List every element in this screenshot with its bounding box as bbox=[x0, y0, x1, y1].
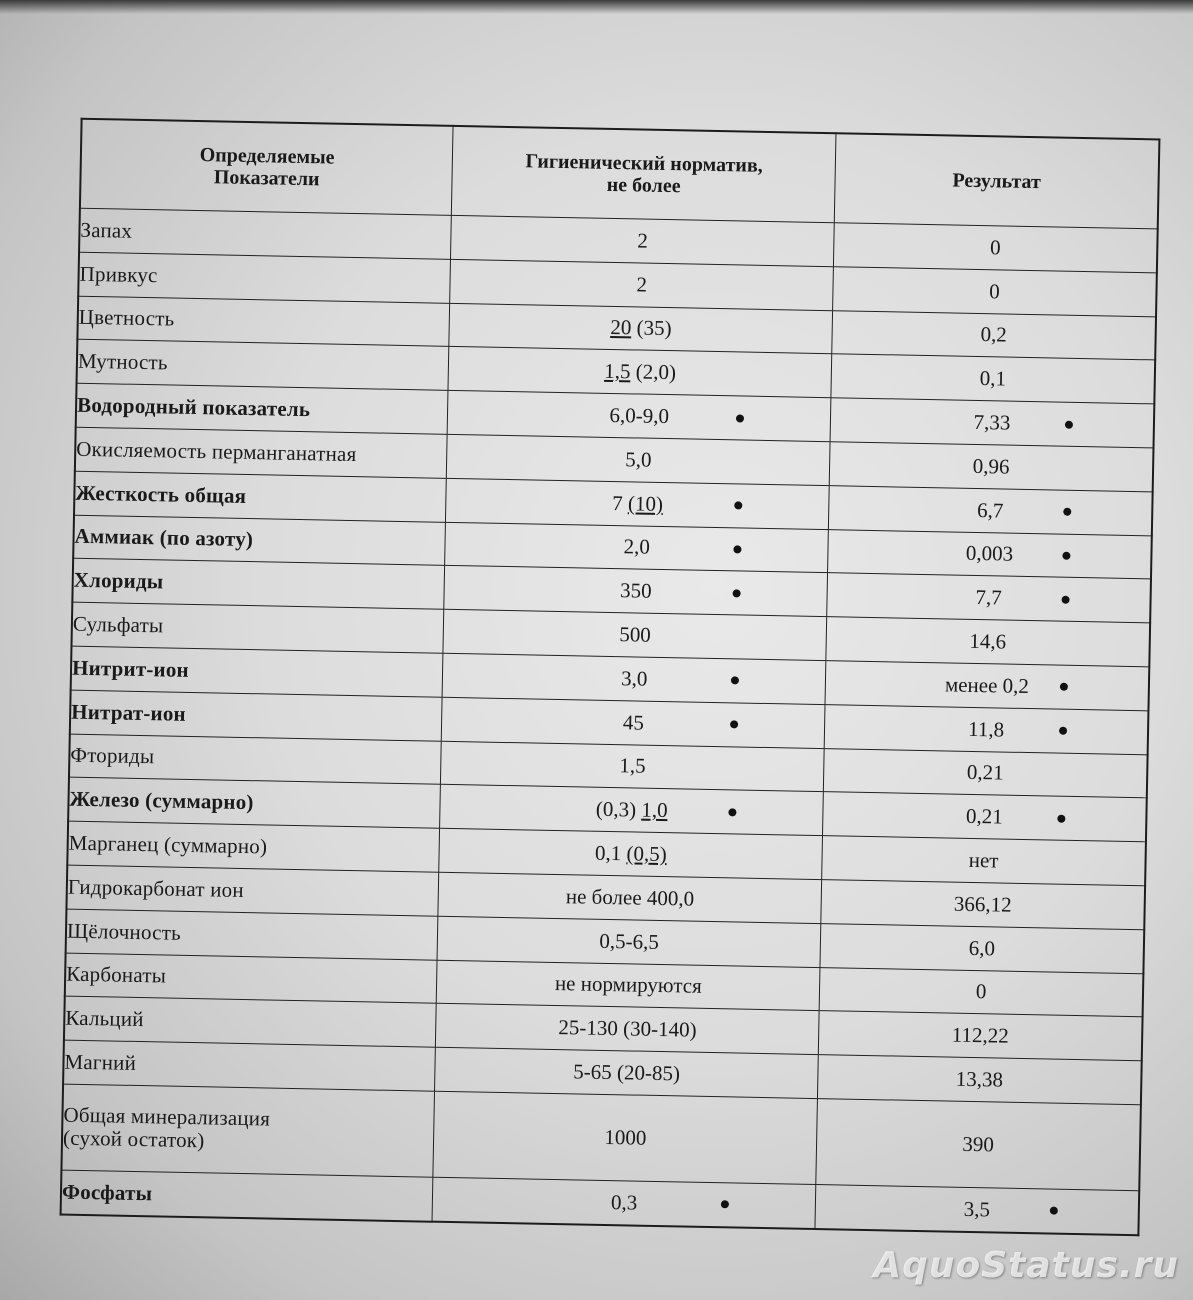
result-cell bbox=[831, 354, 1155, 404]
param-cell bbox=[77, 296, 450, 347]
result-value: 14,6 bbox=[969, 628, 1007, 654]
result-cell bbox=[834, 223, 1158, 273]
header-norm: Гигиенический норматив, не более bbox=[452, 126, 836, 223]
norm-cell bbox=[435, 1047, 818, 1098]
result-cell bbox=[818, 1055, 1142, 1105]
result-value: 7,7 bbox=[975, 585, 1002, 610]
handwritten-dot-mark bbox=[1061, 595, 1069, 603]
norm-cell bbox=[442, 653, 825, 704]
norm-value: не более 400,0 bbox=[565, 883, 695, 911]
norm-value: 2,0 bbox=[623, 534, 651, 560]
result-value: нет bbox=[968, 847, 999, 873]
param-label: Кальций bbox=[65, 1005, 144, 1032]
norm-value: не нормируются bbox=[554, 971, 702, 999]
result-cell bbox=[828, 485, 1152, 535]
result-cell bbox=[821, 880, 1145, 930]
param-label: Хлориды bbox=[73, 567, 164, 594]
handwritten-dot-mark bbox=[733, 589, 741, 597]
result-value: 11,8 bbox=[967, 716, 1005, 742]
result-value: 112,22 bbox=[951, 1022, 1009, 1048]
result-cell bbox=[815, 1184, 1139, 1235]
param-label: Карбонаты bbox=[65, 962, 167, 988]
param-label: Нитрат-ион bbox=[71, 699, 187, 726]
norm-value-underlined: (0,5) bbox=[626, 841, 667, 867]
param-label: Жесткость общая bbox=[75, 480, 247, 508]
result-cell bbox=[818, 1011, 1142, 1061]
result-value: 0,21 bbox=[965, 804, 1004, 829]
result-value: 0,003 bbox=[965, 541, 1014, 567]
result-value: 366,12 bbox=[953, 891, 1012, 917]
param-label: Фосфаты bbox=[61, 1179, 153, 1206]
norm-value: (35) bbox=[631, 315, 672, 341]
document-sheet bbox=[60, 118, 1161, 1237]
param-label: Фториды bbox=[70, 743, 155, 769]
param-label: Мутность bbox=[77, 348, 168, 375]
norm-cell bbox=[444, 566, 827, 617]
norm-value: 45 bbox=[622, 709, 645, 735]
result-value: 0,96 bbox=[972, 453, 1010, 479]
norm-value-underlined: 1,5 bbox=[604, 359, 631, 384]
norm-cell bbox=[438, 872, 821, 923]
result-cell bbox=[825, 661, 1149, 711]
param-label: Сульфаты bbox=[72, 611, 164, 638]
norm-value-underlined: 1,0 bbox=[641, 797, 668, 823]
norm-cell bbox=[450, 259, 833, 310]
result-value: 6,0 bbox=[968, 935, 996, 961]
norm-value: (0,3) bbox=[595, 796, 642, 822]
handwritten-dot-mark bbox=[1063, 508, 1071, 516]
handwritten-dot-mark bbox=[1062, 552, 1070, 560]
result-cell bbox=[823, 748, 1147, 798]
handwritten-dot-mark bbox=[1059, 727, 1067, 735]
norm-cell bbox=[448, 347, 831, 398]
result-value: 6,7 bbox=[976, 497, 1004, 523]
handwritten-dot-mark bbox=[721, 1201, 729, 1209]
norm-value: 2 bbox=[636, 272, 648, 297]
param-cell bbox=[67, 821, 440, 872]
photo-top-shadow bbox=[0, 0, 1193, 14]
handwritten-dot-mark bbox=[730, 720, 738, 728]
param-cell bbox=[63, 1040, 436, 1091]
result-value: 0,21 bbox=[966, 760, 1004, 785]
param-cell bbox=[66, 909, 439, 960]
result-cell bbox=[829, 442, 1153, 492]
param-label: Цветность bbox=[78, 305, 175, 332]
norm-cell bbox=[445, 522, 828, 573]
norm-cell bbox=[451, 215, 834, 266]
param-cell bbox=[71, 602, 444, 653]
norm-cell bbox=[442, 697, 825, 748]
param-label: Гидрокарбонат ион bbox=[67, 874, 245, 902]
result-cell bbox=[833, 267, 1157, 317]
norm-cell bbox=[446, 478, 829, 529]
result-value: 13,38 bbox=[955, 1066, 1004, 1092]
param-cell bbox=[78, 252, 451, 303]
handwritten-dot-mark bbox=[733, 545, 741, 553]
result-cell bbox=[826, 617, 1150, 667]
param-label: Окисляемость перманганатная bbox=[76, 436, 357, 466]
result-cell bbox=[823, 792, 1147, 842]
norm-cell bbox=[437, 916, 820, 967]
param-cell bbox=[79, 208, 452, 259]
param-label: Запах bbox=[80, 217, 133, 243]
result-cell bbox=[830, 398, 1154, 448]
result-cell bbox=[828, 529, 1152, 579]
norm-value: 2 bbox=[637, 228, 649, 253]
param-cell bbox=[68, 777, 441, 828]
param-cell bbox=[76, 383, 449, 434]
param-cell bbox=[69, 734, 442, 785]
norm-cell bbox=[448, 391, 831, 442]
param-cell bbox=[61, 1084, 434, 1177]
water-analysis-table bbox=[60, 118, 1161, 1237]
norm-value: 6,0-9,0 bbox=[609, 402, 670, 429]
header-result: Результат bbox=[834, 133, 1159, 229]
norm-value: 1000 bbox=[604, 1124, 647, 1150]
result-cell bbox=[827, 573, 1151, 623]
result-value: менее 0,2 bbox=[944, 672, 1030, 698]
result-cell bbox=[819, 967, 1143, 1017]
norm-value: 3,0 bbox=[620, 666, 648, 691]
param-cell bbox=[66, 865, 439, 916]
param-cell bbox=[64, 996, 437, 1047]
result-value: 390 bbox=[962, 1131, 995, 1157]
param-label: Водородный показатель bbox=[76, 392, 311, 422]
norm-value: (2,0) bbox=[630, 359, 677, 385]
norm-cell bbox=[436, 1004, 819, 1055]
result-value: 0 bbox=[989, 278, 1001, 304]
norm-cell bbox=[443, 609, 826, 660]
param-label: Щёлочность bbox=[66, 918, 182, 945]
param-cell bbox=[70, 690, 443, 741]
result-cell bbox=[824, 704, 1148, 754]
result-value: 0 bbox=[989, 235, 1001, 260]
param-cell bbox=[72, 559, 445, 610]
result-cell bbox=[816, 1098, 1141, 1190]
norm-value: 0,1 bbox=[594, 840, 627, 866]
result-value: 0 bbox=[975, 979, 987, 1004]
norm-value: 5-65 (20-85) bbox=[573, 1059, 681, 1086]
norm-value-underlined: 20 bbox=[610, 315, 632, 340]
param-label: Общая минерализация (сухой остаток) bbox=[62, 1102, 271, 1153]
table-body bbox=[61, 208, 1158, 1235]
result-value: 3,5 bbox=[963, 1196, 991, 1222]
param-cell bbox=[77, 340, 450, 391]
norm-value-underlined: (10) bbox=[627, 490, 664, 516]
norm-cell bbox=[449, 303, 832, 354]
norm-cell bbox=[447, 434, 830, 485]
handwritten-dot-mark bbox=[734, 502, 742, 510]
param-cell bbox=[71, 646, 444, 697]
result-cell bbox=[832, 310, 1156, 360]
param-label: Железо (суммарно) bbox=[69, 786, 254, 815]
param-cell bbox=[73, 515, 446, 566]
param-label: Нитрит-ион bbox=[71, 655, 190, 682]
handwritten-dot-mark bbox=[731, 677, 739, 685]
handwritten-dot-mark bbox=[728, 808, 736, 816]
norm-cell bbox=[441, 741, 824, 792]
norm-value: 25-130 (30-140) bbox=[558, 1015, 697, 1042]
norm-value: 1,5 bbox=[619, 753, 646, 779]
norm-value: 0,3 bbox=[610, 1189, 638, 1215]
result-cell bbox=[822, 836, 1146, 886]
handwritten-dot-mark bbox=[1060, 683, 1068, 691]
param-cell bbox=[75, 427, 448, 478]
norm-value: 350 bbox=[619, 578, 652, 604]
norm-cell bbox=[433, 1091, 817, 1184]
param-cell bbox=[74, 471, 447, 522]
handwritten-dot-mark bbox=[1050, 1207, 1058, 1215]
norm-value: 7 bbox=[611, 490, 629, 515]
handwritten-dot-mark bbox=[1057, 814, 1065, 822]
result-value: 7,33 bbox=[973, 409, 1011, 435]
result-value: 0,1 bbox=[979, 366, 1007, 391]
param-label: Аммиак (по азоту) bbox=[74, 524, 254, 552]
norm-value: 5,0 bbox=[625, 447, 652, 472]
param-label: Магний bbox=[64, 1049, 137, 1075]
norm-value: 0,5-6,5 bbox=[599, 928, 660, 954]
norm-cell bbox=[437, 960, 820, 1011]
header-param: Определяемые Показатели bbox=[80, 119, 454, 216]
handwritten-dot-mark bbox=[1065, 420, 1073, 428]
param-cell bbox=[65, 953, 438, 1004]
param-label: Марганец (суммарно) bbox=[68, 830, 268, 859]
result-cell bbox=[820, 923, 1144, 973]
param-label: Привкус bbox=[79, 261, 158, 287]
norm-cell bbox=[432, 1177, 815, 1229]
norm-value: 500 bbox=[619, 622, 652, 647]
norm-cell bbox=[440, 785, 823, 836]
result-value: 0,2 bbox=[980, 322, 1008, 347]
watermark-logo: AquoStatus.ru bbox=[873, 1245, 1179, 1286]
param-cell bbox=[61, 1170, 434, 1222]
norm-cell bbox=[439, 828, 822, 879]
handwritten-dot-mark bbox=[736, 414, 744, 422]
